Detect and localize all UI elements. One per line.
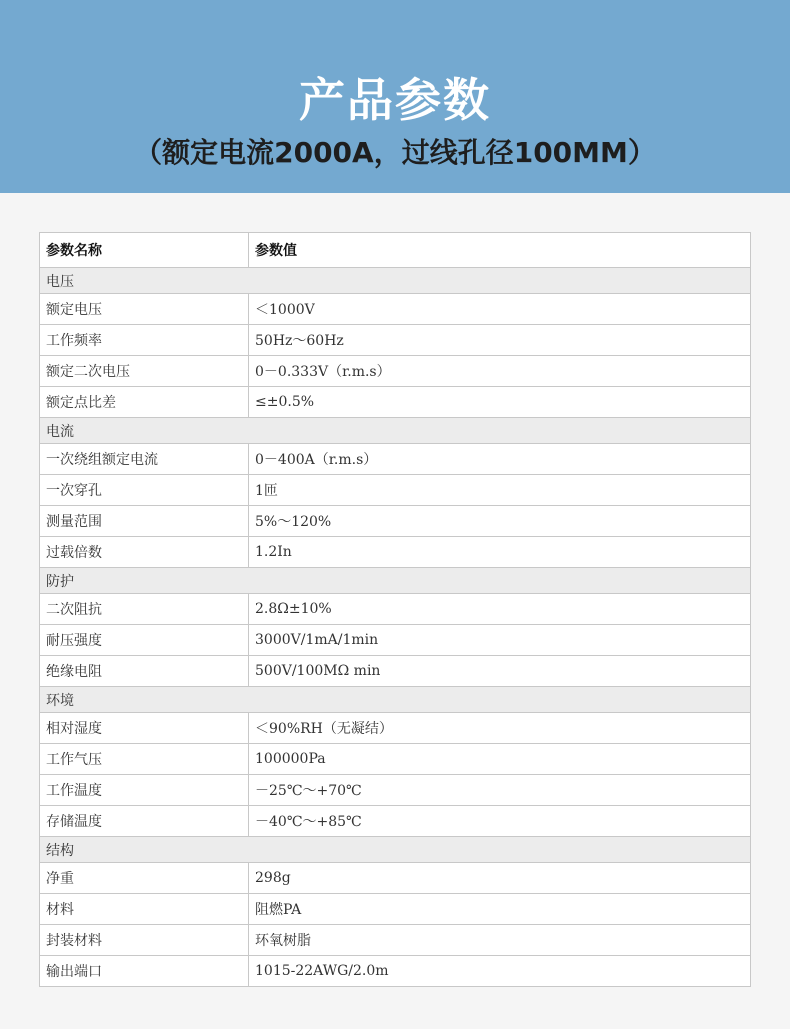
param-value-cell: 500V/100MΩ min bbox=[249, 656, 751, 687]
param-value-cell: 环氧树脂 bbox=[249, 925, 751, 956]
table-row bbox=[40, 444, 751, 475]
param-name-cell: 额定二次电压 bbox=[40, 356, 249, 387]
table-row bbox=[40, 863, 751, 894]
param-name-cell: 净重 bbox=[40, 863, 249, 894]
table-row bbox=[40, 625, 751, 656]
section-row bbox=[40, 687, 751, 713]
param-name-cell: 材料 bbox=[40, 894, 249, 925]
param-value-cell: －25℃～+70℃ bbox=[249, 775, 751, 806]
param-name-cell: 额定点比差 bbox=[40, 387, 249, 418]
section-row bbox=[40, 837, 751, 863]
param-name-cell: 封装材料 bbox=[40, 925, 249, 956]
table-row bbox=[40, 744, 751, 775]
table-row bbox=[40, 387, 751, 418]
section-title: 环境 bbox=[40, 687, 751, 713]
table-row bbox=[40, 294, 751, 325]
param-name-cell: 相对湿度 bbox=[40, 713, 249, 744]
param-name-cell: 绝缘电阻 bbox=[40, 656, 249, 687]
param-value-cell: 0－0.333V（r.m.s） bbox=[249, 356, 751, 387]
section-row bbox=[40, 568, 751, 594]
column-header-name: 参数名称 bbox=[40, 233, 249, 268]
param-value-cell: 100000Pa bbox=[249, 744, 751, 775]
section-title: 结构 bbox=[40, 837, 751, 863]
table-row bbox=[40, 506, 751, 537]
section-row bbox=[40, 418, 751, 444]
table-row bbox=[40, 475, 751, 506]
table-header-row bbox=[40, 233, 751, 268]
param-value-cell: －40℃～+85℃ bbox=[249, 806, 751, 837]
table-row bbox=[40, 956, 751, 987]
param-name-cell: 测量范围 bbox=[40, 506, 249, 537]
param-name-cell: 耐压强度 bbox=[40, 625, 249, 656]
page-title: 产品参数 bbox=[299, 73, 491, 127]
param-name-cell: 二次阻抗 bbox=[40, 594, 249, 625]
table-row bbox=[40, 925, 751, 956]
table-row bbox=[40, 713, 751, 744]
param-value-cell: 阻燃PA bbox=[249, 894, 751, 925]
param-value-cell: 298g bbox=[249, 863, 751, 894]
param-value-cell: 50Hz～60Hz bbox=[249, 325, 751, 356]
spec-table-body bbox=[40, 233, 751, 987]
param-value-cell: ≤±0.5% bbox=[249, 387, 751, 418]
table-row bbox=[40, 356, 751, 387]
table-row bbox=[40, 775, 751, 806]
param-name-cell: 工作频率 bbox=[40, 325, 249, 356]
param-value-cell: 2.8Ω±10% bbox=[249, 594, 751, 625]
param-value-cell: 1015-22AWG/2.0m bbox=[249, 956, 751, 987]
section-title: 防护 bbox=[40, 568, 751, 594]
table-row bbox=[40, 594, 751, 625]
section-row bbox=[40, 268, 751, 294]
param-name-cell: 一次穿孔 bbox=[40, 475, 249, 506]
param-name-cell: 一次绕组额定电流 bbox=[40, 444, 249, 475]
param-value-cell: 3000V/1mA/1min bbox=[249, 625, 751, 656]
param-name-cell: 存储温度 bbox=[40, 806, 249, 837]
table-row bbox=[40, 656, 751, 687]
column-header-value: 参数值 bbox=[249, 233, 751, 268]
param-value-cell: 5%～120% bbox=[249, 506, 751, 537]
page-subtitle: （额定电流2000A，过线孔径100MM） bbox=[134, 136, 656, 169]
section-title: 电流 bbox=[40, 418, 751, 444]
param-name-cell: 工作温度 bbox=[40, 775, 249, 806]
param-value-cell: 0－400A（r.m.s） bbox=[249, 444, 751, 475]
param-name-cell: 额定电压 bbox=[40, 294, 249, 325]
param-name-cell: 过载倍数 bbox=[40, 537, 249, 568]
table-row bbox=[40, 806, 751, 837]
table-row bbox=[40, 537, 751, 568]
param-value-cell: ＜90%RH（无凝结） bbox=[249, 713, 751, 744]
header-banner bbox=[0, 0, 790, 193]
param-value-cell: 1匝 bbox=[249, 475, 751, 506]
param-value-cell: 1.2In bbox=[249, 537, 751, 568]
table-row bbox=[40, 325, 751, 356]
param-name-cell: 工作气压 bbox=[40, 744, 249, 775]
spec-table bbox=[39, 232, 751, 987]
table-row bbox=[40, 894, 751, 925]
section-title: 电压 bbox=[40, 268, 751, 294]
param-name-cell: 输出端口 bbox=[40, 956, 249, 987]
param-value-cell: ＜1000V bbox=[249, 294, 751, 325]
